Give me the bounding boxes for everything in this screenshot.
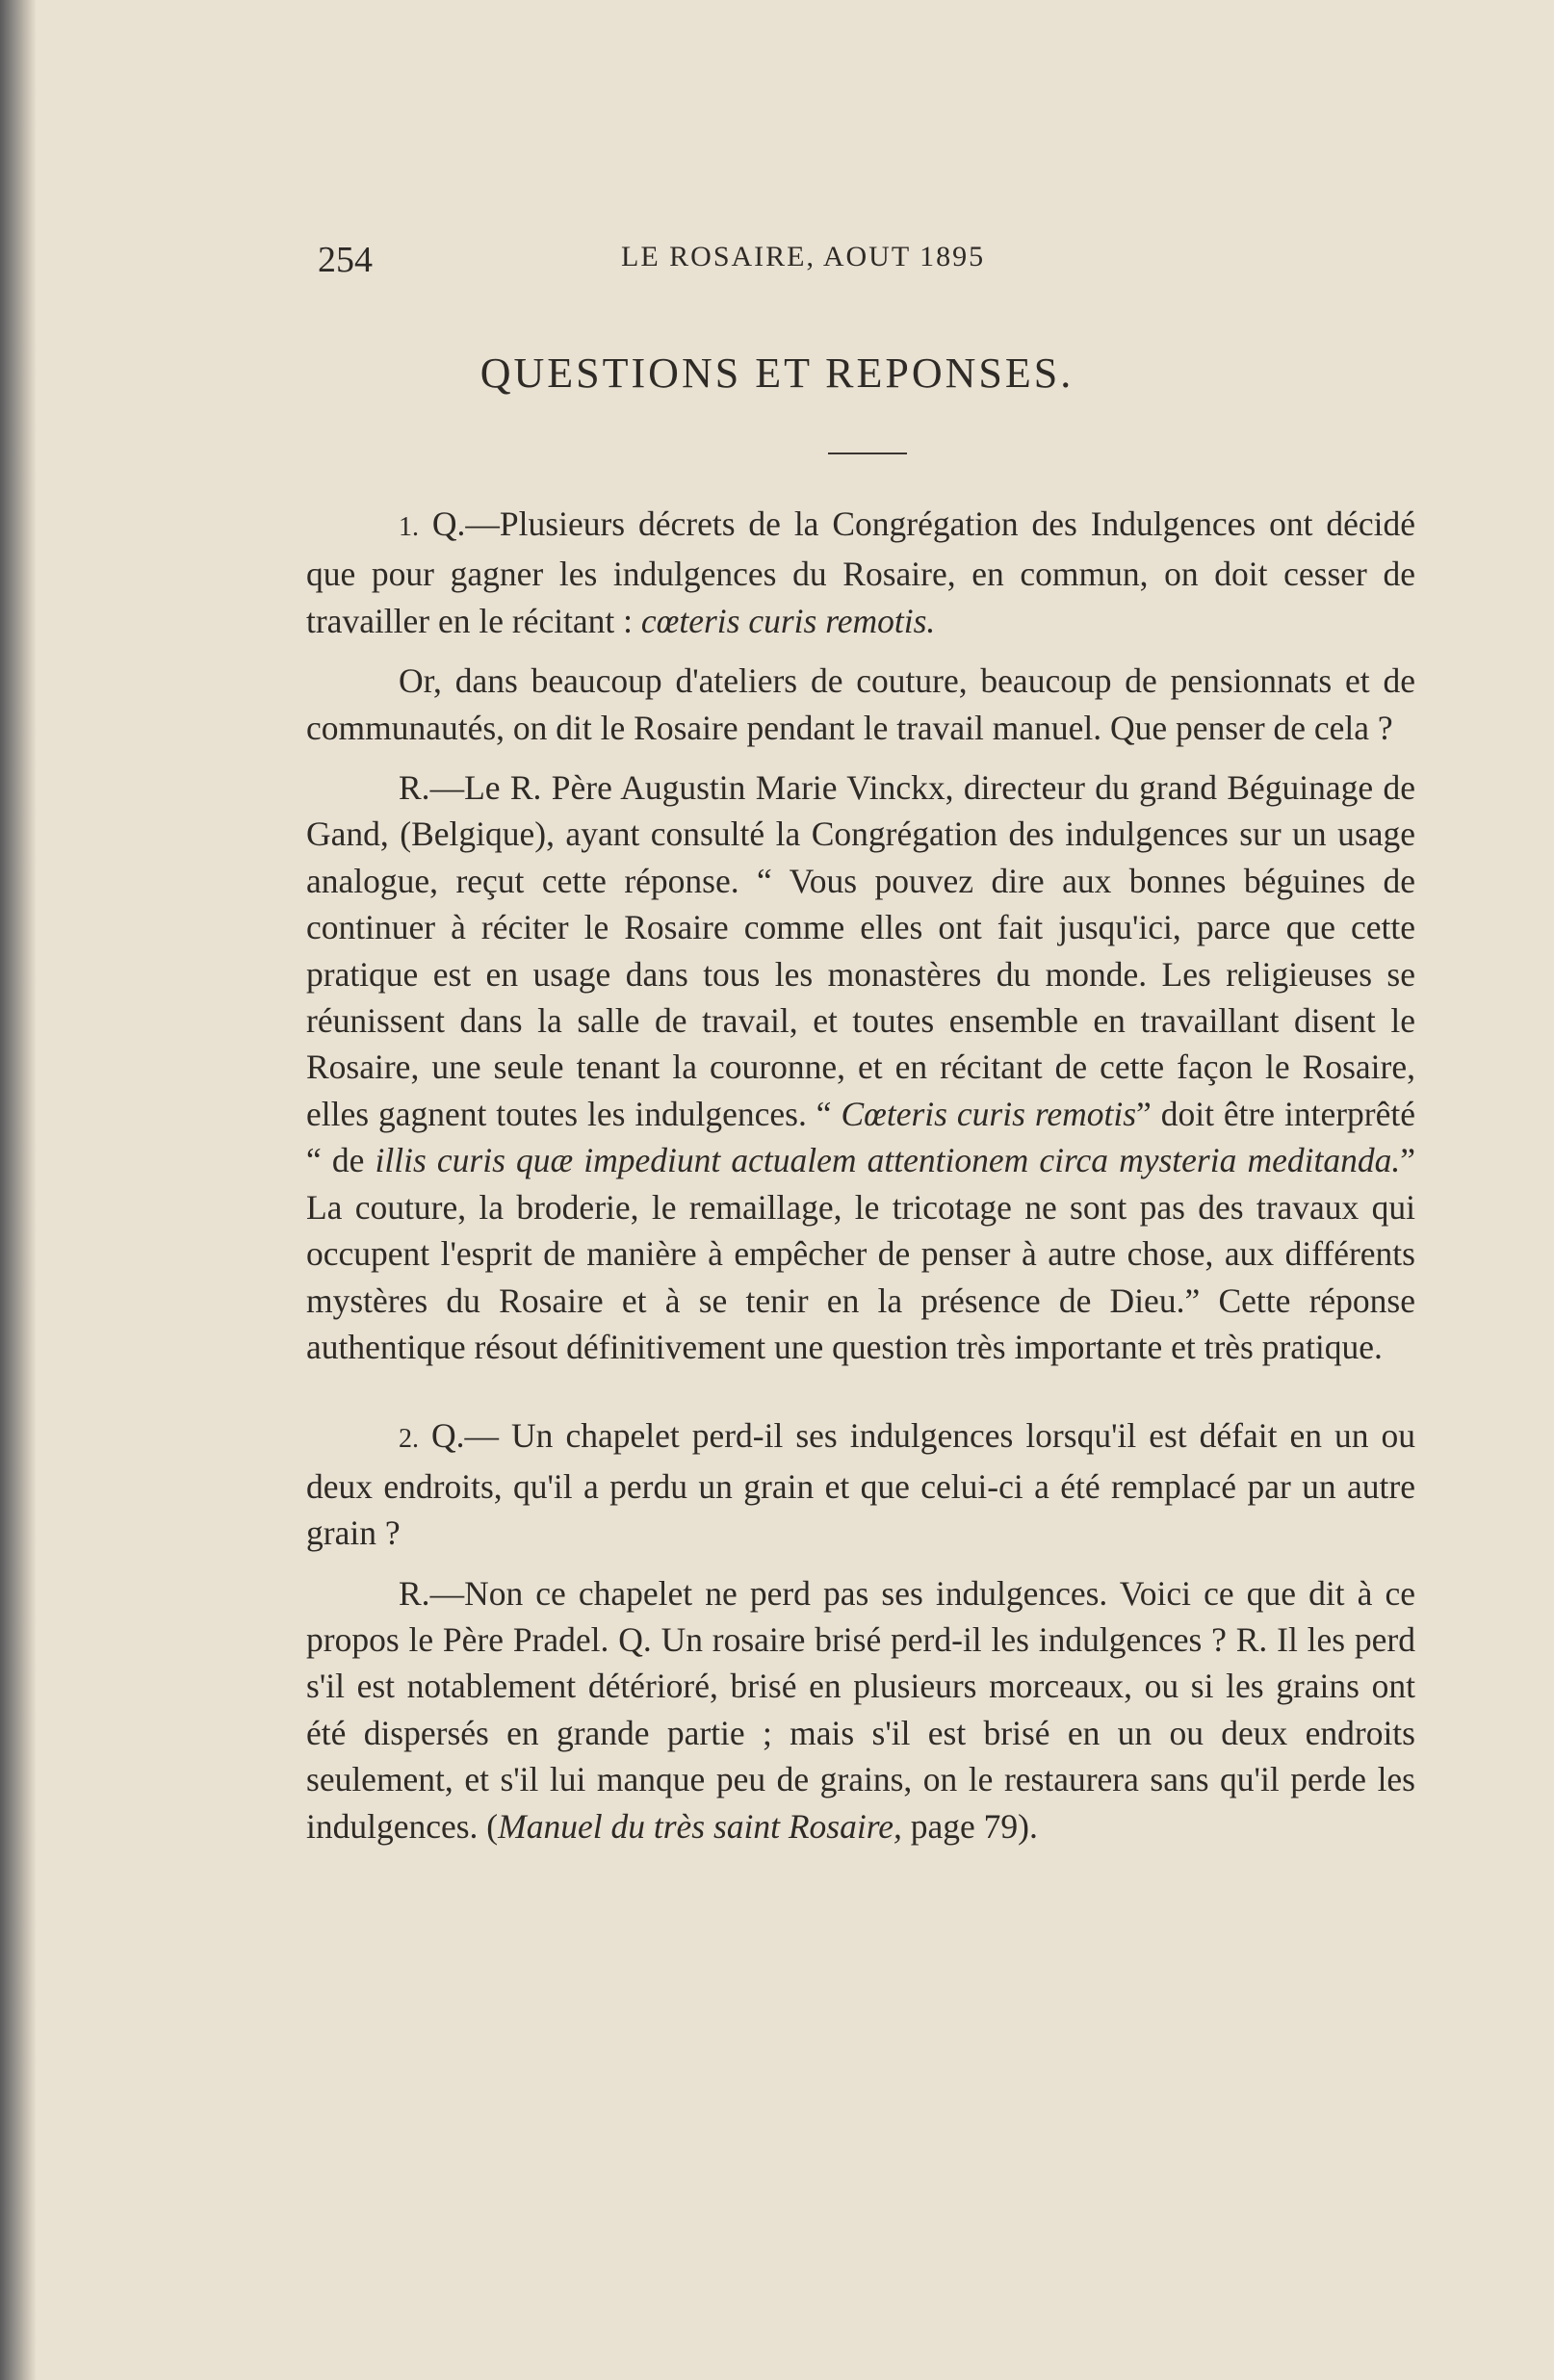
running-title: LE ROSAIRE, AOUT 1895: [621, 241, 986, 272]
question-2-text: Un chapelet perd-il ses indulgences lorsqu'il est défait en un ou deux endroits, qu'il a perdu un grain et que celui-ci a été remplacé par un autre grain ?: [306, 1416, 1416, 1553]
question-label: Q.: [431, 1416, 465, 1456]
latin-quote-b: illis curis quæ impediunt actualem attentionem circa mysteria meditanda.: [375, 1141, 1401, 1180]
answer-1-text-c: ” La couture, la broderie, le remaillage, le tricotage ne sont pas des travaux qui occupent l'esprit de manière à empêcher de penser à autre chose, aux différents mystères du Rosaire et à se tenir en la présence de Dieu.” Cette réponse authentique résout définitivement une question très importante et très pratique.: [306, 1141, 1415, 1366]
book-citation: Manuel du très saint Rosaire,: [498, 1806, 902, 1846]
latin-phrase: cœteris curis remotis.: [640, 601, 936, 640]
question-1-text: Plusieurs décrets de la Congrégation des Indulgences ont décidé que pour gagner les indulgences du Rosaire, en commun, on doit cesser de travailler en le récitant :: [306, 504, 1416, 640]
answer-label: R.: [399, 768, 430, 808]
answer-2: [306, 1570, 1415, 1850]
question-number: 1.: [399, 512, 419, 542]
answer-1-text-a: Le R. Père Augustin Marie Vinckx, directeur du grand Béguinage de Gand, (Belgique), ayant consulté la Congrégation des indulgences sur un usage analogue, reçut cette réponse. “ Vous pouvez dire aux bonnes béguines de continuer à réciter le Rosaire comme elles ont fait jusqu'ici, parce que cette pratique est en usage dans tous les monastères du monde. Les religieuses se réunissent dans la salle de travail, et toutes ensemble en travaillant disent le Rosaire, une seule tenant la couronne, et en récitant de cette façon le Rosaire, elles gagnent toutes les indulgences. “: [306, 768, 1415, 1133]
answer-1: [306, 764, 1415, 1370]
page-number: 254: [318, 240, 373, 280]
question-number: 2.: [399, 1424, 419, 1455]
answer-1-text-b: ” doit être interprêté “ de: [306, 1094, 1416, 1180]
running-head: [318, 239, 1415, 287]
latin-quote-a: Cœteris curis remotis: [841, 1094, 1137, 1133]
answer-label: R.: [399, 1573, 430, 1613]
dash: —: [429, 768, 465, 808]
question-label: Q.: [431, 504, 466, 543]
title-rule: [828, 453, 907, 454]
question-1: [306, 501, 1415, 644]
answer-2-text-b: page 79).: [901, 1806, 1038, 1846]
body-text: [306, 501, 1415, 1850]
section-title: QUESTIONS ET REPONSES.: [479, 349, 1075, 397]
question-2: [306, 1412, 1415, 1556]
dash: —: [429, 1573, 465, 1613]
question-1-continued: Or, dans beaucoup d'ateliers de couture, beaucoup de pensionnats et de communautés, on dit le Rosaire pendant le travail manuel. Que penser de cela ?: [306, 661, 1415, 747]
answer-2-text-a: Non ce chapelet ne perd pas ses indulgences. Voici ce que dit à ce propos le Père Pradel. Q. Un rosaire brisé perd-il les indulgences ? R. Il les perd s'il est notablement détérioré, brisé en plusieurs morceaux, ou si les grains ont été dispersés en grande partie ; mais s'il est brisé en un ou deux endroits seulement, et s'il lui manque peu de grains, on le restaurera sans qu'il perde les indulgences. (: [306, 1573, 1415, 1846]
dash: —: [465, 504, 500, 543]
dash: —: [464, 1416, 500, 1456]
